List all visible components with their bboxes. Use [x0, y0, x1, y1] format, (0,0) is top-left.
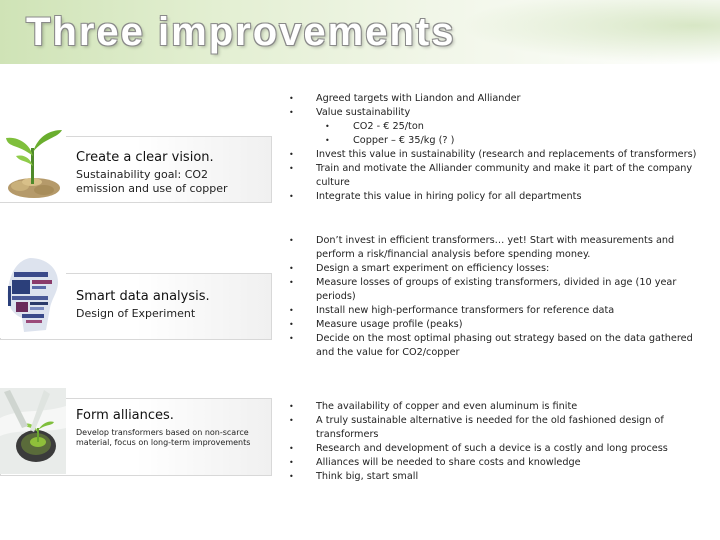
- bullet-item: • Install new high-performance transformers for reference data: [289, 304, 714, 318]
- bullet-item: • Decide on the most optimal phasing out strategy based on the data gathered and the value for CO2/copper: [289, 332, 714, 360]
- section-data-analysis-bullets: [289, 234, 714, 360]
- section-vision-heading: Create a clear vision.: [76, 150, 214, 165]
- bullet-item: • Design a smart experiment on efficiency losses:: [289, 262, 714, 276]
- lab-sprout-image: [0, 388, 66, 474]
- bullet-item: • The availability of copper and even aluminum is finite: [289, 400, 714, 414]
- bullet-item: • Think big, start small: [289, 470, 714, 484]
- bullet-item: • Don’t invest in efficient transformers… yet! Start with measurements and perform a risk/financial analysis before spending money.: [289, 234, 714, 262]
- section-data-analysis-heading: Smart data analysis.: [76, 289, 210, 304]
- section-alliances-subheading: Develop transformers based on non-scarce material, focus on long-term improvements: [76, 428, 251, 447]
- bullet-item: • Integrate this value in hiring policy for all departments: [289, 190, 714, 204]
- section-vision-bullets: [289, 92, 714, 204]
- sub-bullet-item: • Copper – € 35/kg (? ): [289, 134, 714, 148]
- bullet-item: • Train and motivate the Alliander community and make it part of the company culture: [289, 162, 714, 190]
- page-title: Three improvements: [26, 10, 456, 54]
- bullet-item: • Alliances will be needed to share costs and knowledge: [289, 456, 714, 470]
- big-data-word-cloud-image: [0, 252, 66, 338]
- section-data-analysis-subheading: Design of Experiment: [76, 307, 196, 320]
- bullet-item: • Value sustainability: [289, 106, 714, 120]
- bullet-item: • Invest this value in sustainability (research and replacements of transformers): [289, 148, 714, 162]
- bullet-item: • A truly sustainable alternative is needed for the old fashioned design of transformers: [289, 414, 714, 442]
- sub-bullet-item: • CO2 - € 25/ton: [289, 120, 714, 134]
- section-alliances-bullets: [289, 400, 714, 484]
- bullet-item: • Agreed targets with Liandon and Alliander: [289, 92, 714, 106]
- bullet-item: • Measure losses of groups of existing transformers, divided in age (10 year periods): [289, 276, 714, 304]
- bullet-item: • Measure usage profile (peaks): [289, 318, 714, 332]
- section-vision-subheading: Sustainability goal: CO2 emission and use of copper: [76, 168, 228, 195]
- section-alliances-heading: Form alliances.: [76, 408, 174, 423]
- plant-on-coins-image: [0, 126, 66, 202]
- bullet-item: • Research and development of such a device is a costly and long process: [289, 442, 714, 456]
